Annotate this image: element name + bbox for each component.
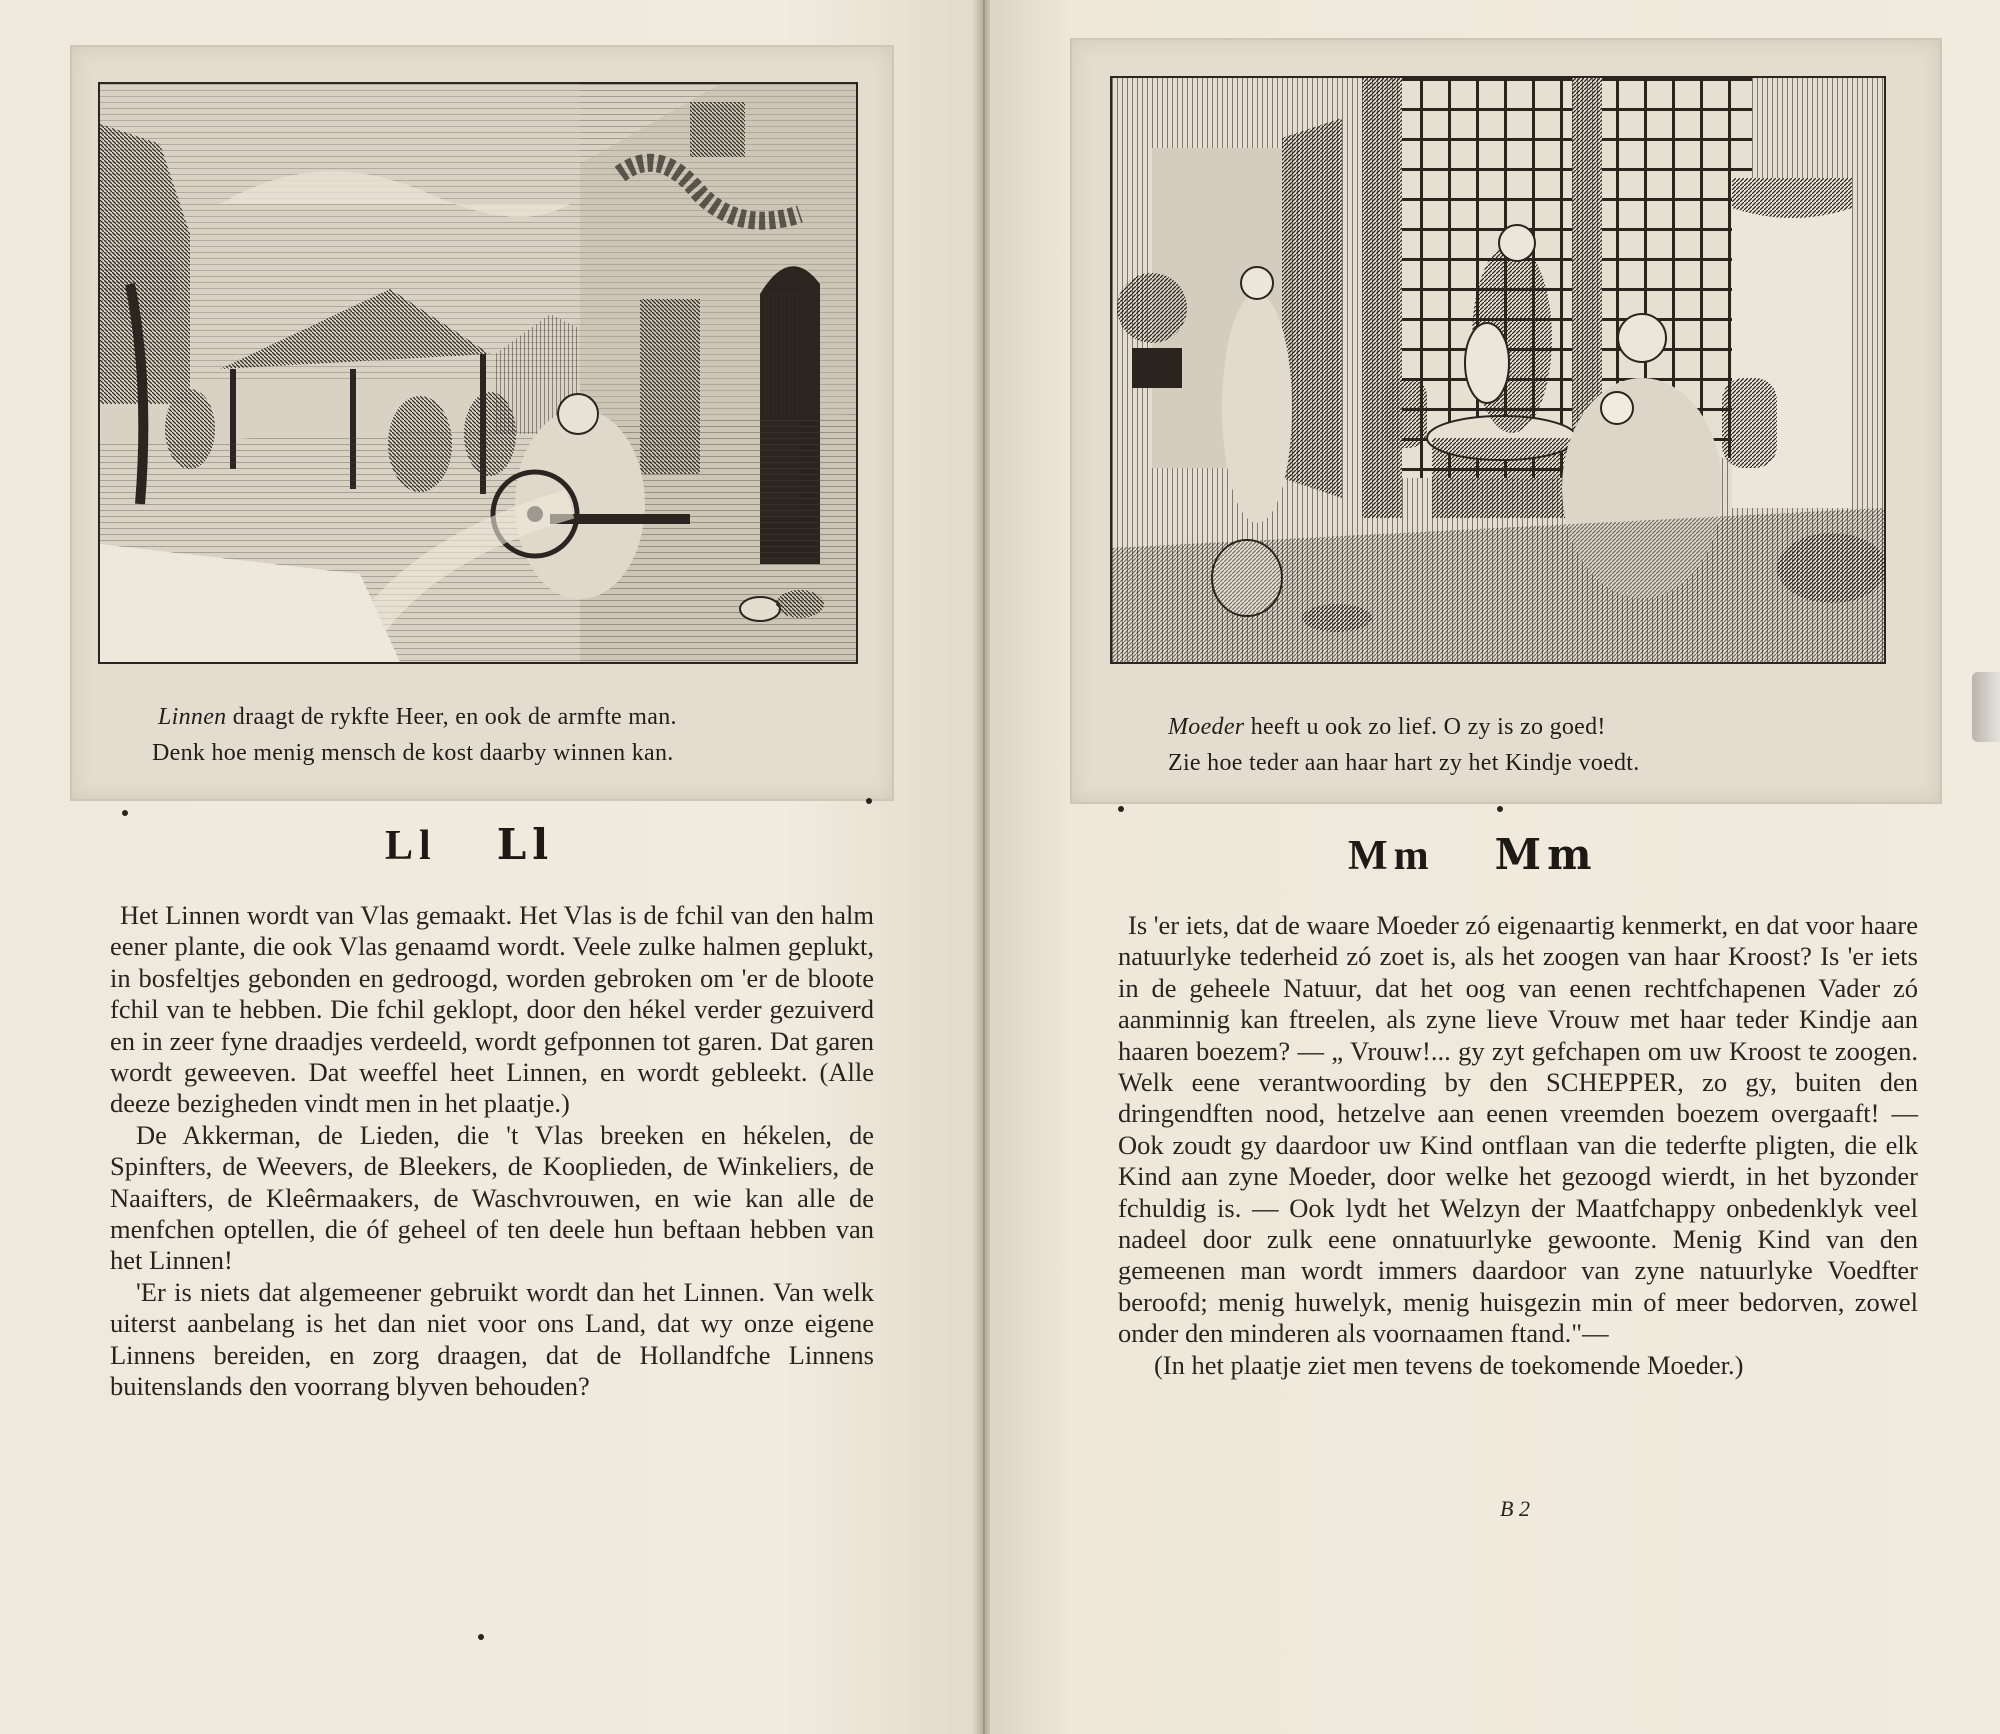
left-caption-line-1 xyxy=(158,700,677,734)
caption-italic-word: Moeder xyxy=(1168,714,1245,740)
page-tab-edge xyxy=(1972,672,2000,742)
paragraph: Is 'er iets, dat de waare Moeder zó eigenaartig kenmerkt, en dat voor haare natuurlyke tederheid zó zoet is, als het zoogen van haar Kroost? Is 'er iets in de geheele Natuur, dat het oog van eenen rechtfchapenen Vader zó aanminnig kan ftreelen, als zyne lieve Vrouw met haar teder Kindje aan haaren boezem? — „ Vrouw!... gy zyt gefchapen om uw Kroost te zoogen. Welk eene verantwoording by den SCHEPPER, zo gy, buiten den dringendften nood, hetzelve aan eenen vreemden boezem overgaaft! — Ook zoudt gy daardoor uw Kind ontflaan van die tederfte pligten, die elk Kind aan zyne Moeder, door welke het gezoogd wierdt, in het byzonder fchuldig is. — Ook lydt het Welzyn der Maatfchappy onbedenklyk veel nadeel door zulk eene onnatuurlyke gewoonte. Menig Kind van den gemeenen man wordt immers daardoor van zyne natuurlyke Voedfter beroofd; menig huwelyk, menig huisgezin min of meer bedorven, zowel onder den minderen als voornaamen ftand."— xyxy=(1118,910,1918,1349)
paragraph: (In het plaatje ziet men tevens de toekomende Moeder.) xyxy=(1154,1349,1744,1380)
heading-blackletter: Ll xyxy=(385,823,437,869)
page-speck xyxy=(122,810,128,816)
paragraph: 'Er is niets dat algemeener gebruikt wordt dan het Linnen. Van welk uiterst aanbelang is het dan niet voor ons Land, dat wy onze eigene Linnens bereiden, en zorg draagen, dat de Hollandfche Linnens buitenslands den voorrang blyven behouden? xyxy=(110,1276,874,1402)
right-engraving-mother-nursing xyxy=(1110,76,1886,664)
page-speck xyxy=(478,1634,484,1640)
paragraph: Het Linnen wordt van Vlas gemaakt. Het Vlas is de fchil van den halm eener plante, die ook Vlas genaamd wordt. Veele zulke halmen geplukt, in bosfeltjes gebonden en gedroogd, worden gebroken om 'er de bloote fchil van te hebben. Die fchil geklopt, door den hékel verder gezuiverd en in zeer fyne draadjes verdeeld, wordt gefponnen tot garen. Dat garen wordt geweeven. Dat weeffel heet Linnen, en wordt gebleekt. (Alle deeze bezigheden vindt men in het plaatje.) xyxy=(110,900,874,1119)
caption-text: draagt de rykfte Heer, en ook de armfte man. xyxy=(226,704,677,730)
left-page xyxy=(0,0,980,1734)
caption-italic-word: Linnen xyxy=(158,704,227,730)
paragraph: De Akkerman, de Lieden, die 't Vlas breeken en hékelen, de Spinfters, de Weevers, de Bleekers, de Kooplieden, de Winkeliers, de Naaifters, de Kleêrmaakers, de Waschvrouwen, en wie kan alle de menfchen optellen, die óf geheel of ten deele hun beftaan hebben van het Linnen! xyxy=(110,1119,874,1276)
right-letter-heading xyxy=(1348,830,1598,880)
right-body-text xyxy=(1118,910,1918,1381)
heading-blackletter: Mm xyxy=(1348,833,1435,879)
signature-mark: B 2 xyxy=(1500,1496,1530,1521)
left-engraving-linen-making xyxy=(98,82,858,664)
right-caption-line-2: Zie hoe teder aan haar hart zy het Kindje voedt. xyxy=(1168,750,1640,776)
heading-roman: Ll xyxy=(496,820,555,869)
left-body-text xyxy=(110,900,874,1403)
heading-roman: Mm xyxy=(1494,830,1598,879)
page-speck xyxy=(866,798,872,804)
left-caption-line-2: Denk hoe menig mensch de kost daarby winnen kan. xyxy=(152,740,674,766)
right-page xyxy=(990,0,2000,1734)
page-speck xyxy=(1497,806,1503,812)
page-speck xyxy=(1118,806,1124,812)
right-caption-line-1 xyxy=(1168,710,1606,744)
left-letter-heading xyxy=(385,820,554,870)
caption-text: heeft u ook zo lief. O zy is zo goed! xyxy=(1244,714,1606,740)
